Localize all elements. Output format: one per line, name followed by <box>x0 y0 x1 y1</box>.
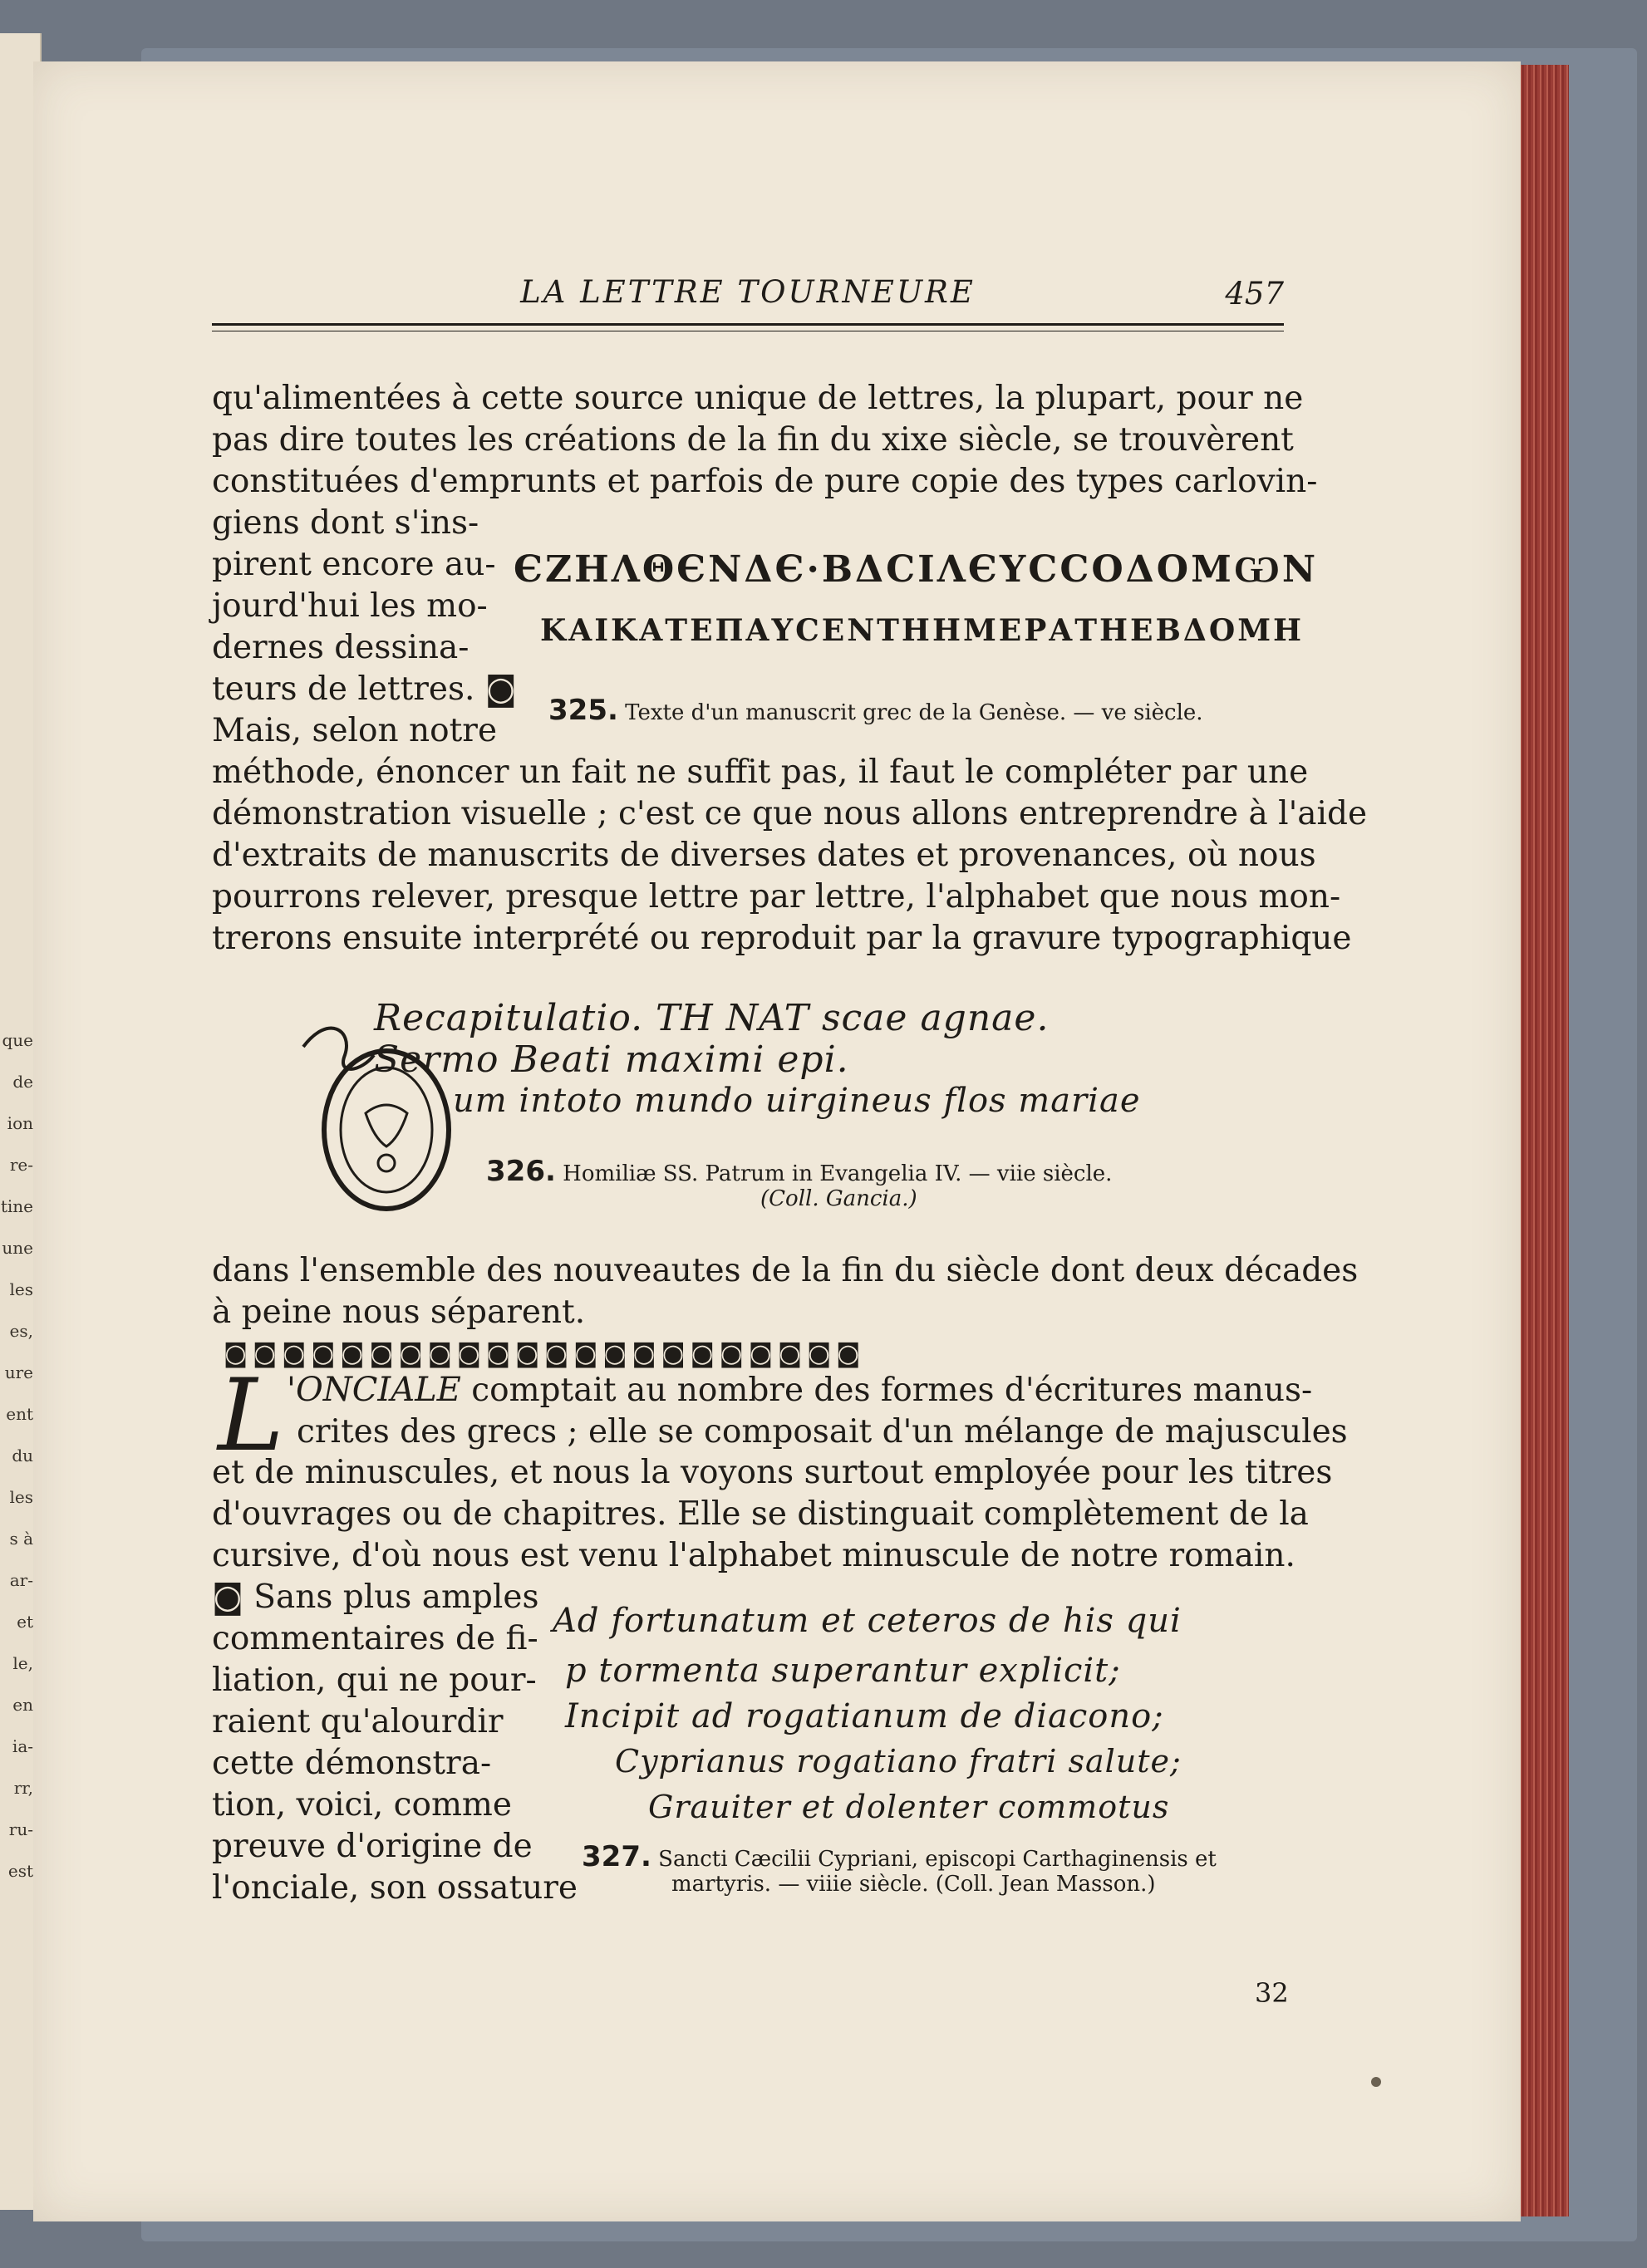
figure-number: 325. <box>548 694 618 727</box>
text-line: raient qu'alourdir <box>212 1703 504 1740</box>
previous-page-fragment: de <box>12 1072 33 1092</box>
text-line: d'ouvrages ou de chapitres. Elle se distinguait complètement de la <box>212 1495 1309 1533</box>
text-line-part: à peine nous séparent. <box>212 1294 586 1331</box>
previous-page-fragment: re- <box>9 1155 33 1175</box>
previous-page-fragment: en <box>12 1695 33 1715</box>
text-line: d'extraits de manuscrits de diverses dates et provenances, où nous <box>212 837 1316 874</box>
previous-page-fragment: et <box>17 1612 33 1632</box>
text-line: dans l'ensemble des nouveautes de la fin du siècle dont deux décades <box>212 1252 1359 1289</box>
previous-page-fragment: une <box>2 1238 33 1258</box>
text-line <box>287 1369 1313 1411</box>
fig327-caption <box>582 1840 1217 1873</box>
paragraph-3 <box>212 1250 1359 1375</box>
previous-page-fragment: rr, <box>13 1778 33 1798</box>
previous-page-fragment: du <box>12 1446 33 1465</box>
fig327-line-1: Ad fortunatum et ceteros de his qui <box>553 1602 1182 1640</box>
paragraph-1 <box>212 378 1318 503</box>
ornament-row: ◙◙◙◙◙◙◙◙◙◙◙◙◙◙◙◙◙◙◙◙◙◙ <box>224 1339 866 1368</box>
figure-number: 326. <box>486 1155 556 1188</box>
text-line: et de minuscules, et nous la voyons surtout employée pour les titres <box>212 1454 1333 1491</box>
text-line: méthode, énoncer un fait ne suffit pas, il faut le compléter par une <box>212 754 1309 791</box>
caption-text: Sancti Cæcilii Cypriani, episcopi Carthaginensis et <box>658 1847 1217 1872</box>
text-line: pourrons relever, presque lettre par lettre, l'alphabet que nous mon- <box>212 878 1341 916</box>
figure-number: 327. <box>582 1840 651 1873</box>
previous-page-fragment: ion <box>7 1113 33 1133</box>
previous-page-fragment: s à <box>9 1529 33 1549</box>
running-head <box>212 274 1284 326</box>
paragraph-2 <box>212 752 1368 960</box>
text-line: tion, voici, comme <box>212 1786 512 1824</box>
text-line: démonstration visuelle ; c'est ce que nous allons entreprendre à l'aide <box>212 795 1368 832</box>
text-line: liation, qui ne pour- <box>212 1662 537 1699</box>
fig327-caption-line-2: martyris. — viiie siècle. (Coll. Jean Masson.) <box>671 1872 1156 1897</box>
paper-spot <box>1371 2077 1381 2087</box>
fig325-greek-line-2: ΚΑΙΚΑΤΕΠΑΥCΕΝΤΗΗΜΕΡΑΤΗΕΒΔΟΜΗ <box>540 613 1305 648</box>
section-body <box>212 1452 1333 1577</box>
text-line: dernes dessina- <box>212 629 470 666</box>
drop-cap-letter: L <box>218 1358 284 1474</box>
previous-page-fragment: ure <box>4 1362 33 1382</box>
text-line: qu'alimentées à cette source unique de lettres, la plupart, pour ne <box>212 380 1304 417</box>
previous-page-fragment: ar- <box>9 1570 33 1590</box>
text-line: preuve d'origine de <box>212 1828 533 1865</box>
previous-page-fragment: les <box>9 1487 33 1507</box>
fig326-line-1: Recapitulatio. TH NAT scae agnae. <box>374 997 1050 1039</box>
text-line: pas dire toutes les créations de la fin du xixe siècle, se trouvèrent <box>212 421 1294 459</box>
text-line: constituées d'emprunts et parfois de pure copie des types carlovin- <box>212 463 1318 500</box>
fig327-line-3: Incipit ad rogatianum de diacono; <box>565 1697 1164 1735</box>
section-heading: 'ONCIALE <box>287 1371 461 1409</box>
caption-text: Homiliæ SS. Patrum in Evangelia IV. — viie siècle. <box>563 1161 1113 1186</box>
signature-mark: 32 <box>1255 1977 1289 2009</box>
page-number: 457 <box>1225 276 1284 312</box>
text-line: giens dont s'ins- <box>212 504 479 542</box>
text-line: l'onciale, son ossature <box>212 1869 578 1907</box>
previous-page-fragment: les <box>9 1279 33 1299</box>
caption-text: Texte d'un manuscrit grec de la Genèse. — ve siècle. <box>625 700 1203 725</box>
fig326-line-2: Sermo Beati maximi epi. <box>374 1038 849 1081</box>
section-opening <box>287 1369 1348 1453</box>
previous-page-fragment: ia- <box>12 1736 33 1756</box>
running-head-title: LA LETTRE TOURNEURE <box>520 274 976 310</box>
fig326-collection: (Coll. Gancia.) <box>760 1186 917 1211</box>
previous-page-fragment: ent <box>6 1404 33 1424</box>
previous-page-fragment: que <box>2 1030 33 1050</box>
previous-page-fragment: est <box>7 1861 33 1881</box>
text-line: jourd'hui les mo- <box>212 587 488 625</box>
text-line: cursive, d'où nous est venu l'alphabet minuscule de notre romain. <box>212 1537 1295 1574</box>
text-line-part: comptait au nombre des formes d'écritures manus- <box>471 1372 1313 1409</box>
text-line: cette démonstra- <box>212 1745 492 1782</box>
fig327-line-5: Grauiter et dolenter commotus <box>648 1789 1170 1825</box>
text-line: pirent encore au- <box>212 546 496 583</box>
fig326-caption <box>486 1155 1112 1188</box>
fig325-greek-line-1: ЄΖΗΛΘЄΝΔЄ·ΒΔCΙΛЄΥCCΟΔΟΜѠΝ <box>514 548 1319 591</box>
fig325-caption <box>548 694 1203 727</box>
wrap-column-1 <box>212 503 517 752</box>
fig327-line-2: p tormenta superantur explicit; <box>565 1652 1121 1690</box>
previous-page-fragment: tine <box>0 1196 33 1216</box>
text-line <box>212 1292 1284 1375</box>
previous-page-fragment: es, <box>9 1321 33 1341</box>
previous-page-fragment: le, <box>12 1653 33 1673</box>
fig326-line-3: um intoto mundo uirgineus flos mariae <box>453 1082 1141 1120</box>
text-line: commentaires de fi- <box>212 1620 538 1657</box>
previous-page-fragment: ru- <box>8 1819 33 1839</box>
wrap-column-2 <box>212 1577 578 1909</box>
text-line: trerons ensuite interprété ou reproduit par la gravure typographique <box>212 920 1352 957</box>
text-line: Mais, selon notre <box>212 712 498 749</box>
text-line: teurs de lettres. ◙ <box>212 670 517 708</box>
text-line: crites des grecs ; elle se composait d'un mélange de majuscules <box>297 1413 1348 1451</box>
text-line: ◙ Sans plus amples <box>212 1578 539 1616</box>
fig327-line-4: Cyprianus rogatiano fratri salute; <box>615 1743 1182 1780</box>
